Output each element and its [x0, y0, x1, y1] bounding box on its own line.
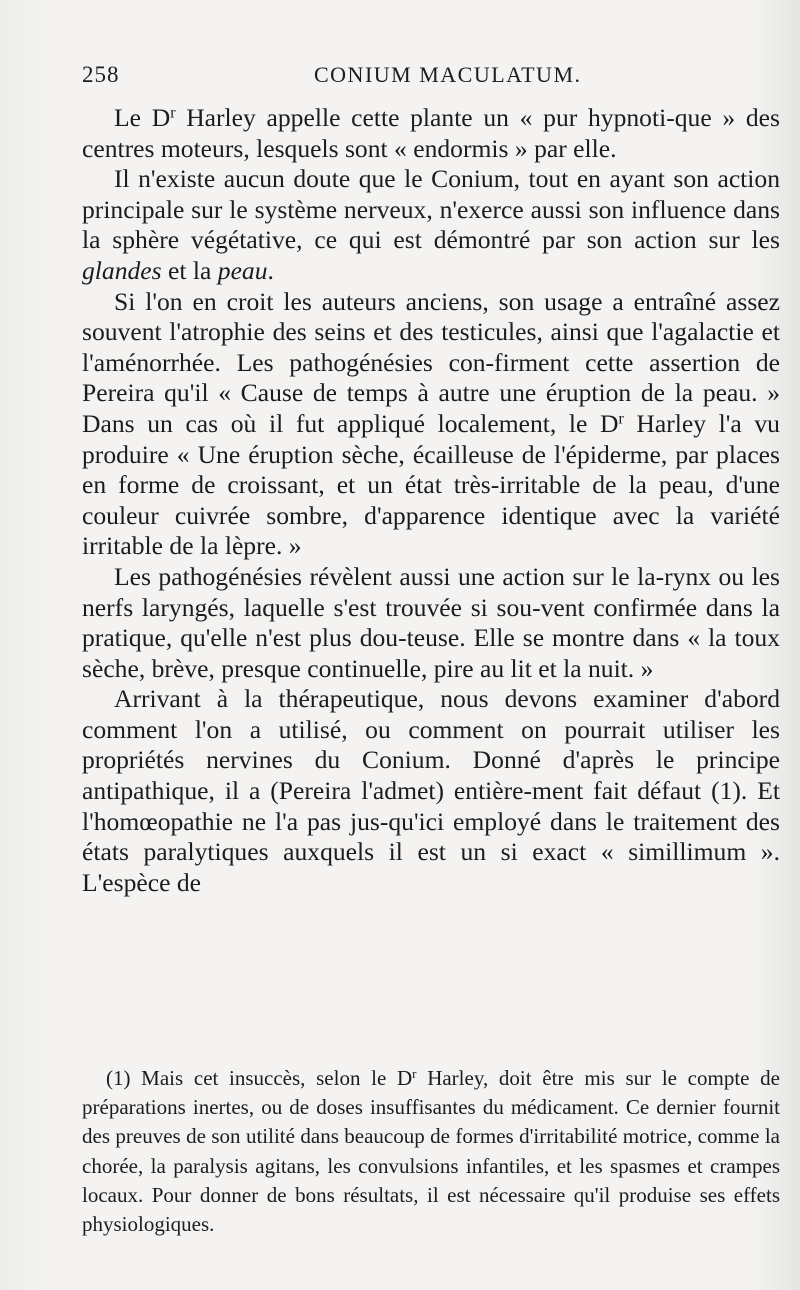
footnote-1: [82, 1064, 780, 1239]
paragraph-3-superscript: r: [618, 410, 624, 428]
paragraph-1-superscript: r: [170, 104, 176, 122]
paragraph-2-italic-peau: peau: [217, 255, 268, 285]
paragraph-1: [82, 103, 780, 164]
page-number: 258: [82, 62, 120, 87]
footnote-superscript: r: [412, 1065, 417, 1081]
paragraph-2-italic-glandes: glandes: [82, 255, 162, 285]
main-text: [82, 103, 780, 898]
paragraph-3-text-b: Harley l'a vu produire « Une éruption sèche, écailleuse de l'épiderme, par places en forme de croissant, et un état très-irritable de la peau, d'une couleur cuivrée sombre, d'apparence identique avec la variété irritable de la lèpre. »: [82, 408, 780, 561]
footnote-text-a: (1) Mais cet insuccès, selon le D: [106, 1066, 413, 1090]
footnote-section: [82, 1064, 780, 1239]
paragraph-1-text-a: Le D: [114, 103, 171, 132]
paragraph-1-text-b: Harley appelle cette plante un « pur hypnoti-que » des centres moteurs, lesquels sont « endormis » par elle.: [82, 103, 781, 163]
paragraph-2: [82, 164, 780, 286]
running-head: CONIUM MACULATUM.: [314, 62, 582, 87]
paragraph-3: [82, 287, 780, 562]
footnote-text-b: Harley, doit être mis sur le compte de préparations inertes, ou de doses insuffisantes du médicament. Ce dernier fournit des preuves de son utilité dans beaucoup de formes d'irritabilité motrice, comme la chorée, la paralysis agitans, les convulsions infantiles, et les spasmes et crampes locaux. Pour donner de bons résultats, il est nécessaire qu'il produise ses effets physiologiques.: [82, 1066, 780, 1237]
paragraph-5: Arrivant à la thérapeutique, nous devons examiner d'abord comment l'on a utilisé, ou comment on pourrait utiliser les propriétés nervines du Conium. Donné d'après le principe antipathique, il a (Pereira l'admet) entière-ment fait défaut (1). Et l'homœopathie ne l'a pas jus-qu'ici employé dans le traitement des états paralytiques auxquels il est un si exact « simillimum ». L'espèce de: [82, 684, 780, 897]
paragraph-2-text-c: .: [267, 255, 274, 285]
paragraph-4: Les pathogénésies révèlent aussi une action sur le la-rynx ou les nerfs laryngés, laquelle s'est trouvée si sou-vent confirmée dans la pratique, qu'elle n'est plus dou-teuse. Elle se montre dans « la toux sèche, brève, presque continuelle, pire au lit et la nuit. »: [82, 561, 780, 683]
paragraph-2-text-a: Il n'existe aucun doute que le Conium, tout en ayant son action principale sur le système nerveux, n'exerce aussi son influence dans la sphère végétative, ce qui est démontré par son action sur les: [82, 164, 780, 255]
paragraph-2-text-b: et la: [161, 255, 218, 285]
paragraph-3-text-a: Si l'on en croit les auteurs anciens, son usage a entraîné assez souvent l'atrophie des seins et des testicules, ainsi que l'agalactie et l'aménorrhée. Les pathogénésies con-firment cette assertion de Pereira qu'il « Cause de temps à autre une éruption de la peau. » Dans un cas où il fut appliqué localement, le D: [82, 286, 780, 438]
page-header: [82, 62, 780, 94]
